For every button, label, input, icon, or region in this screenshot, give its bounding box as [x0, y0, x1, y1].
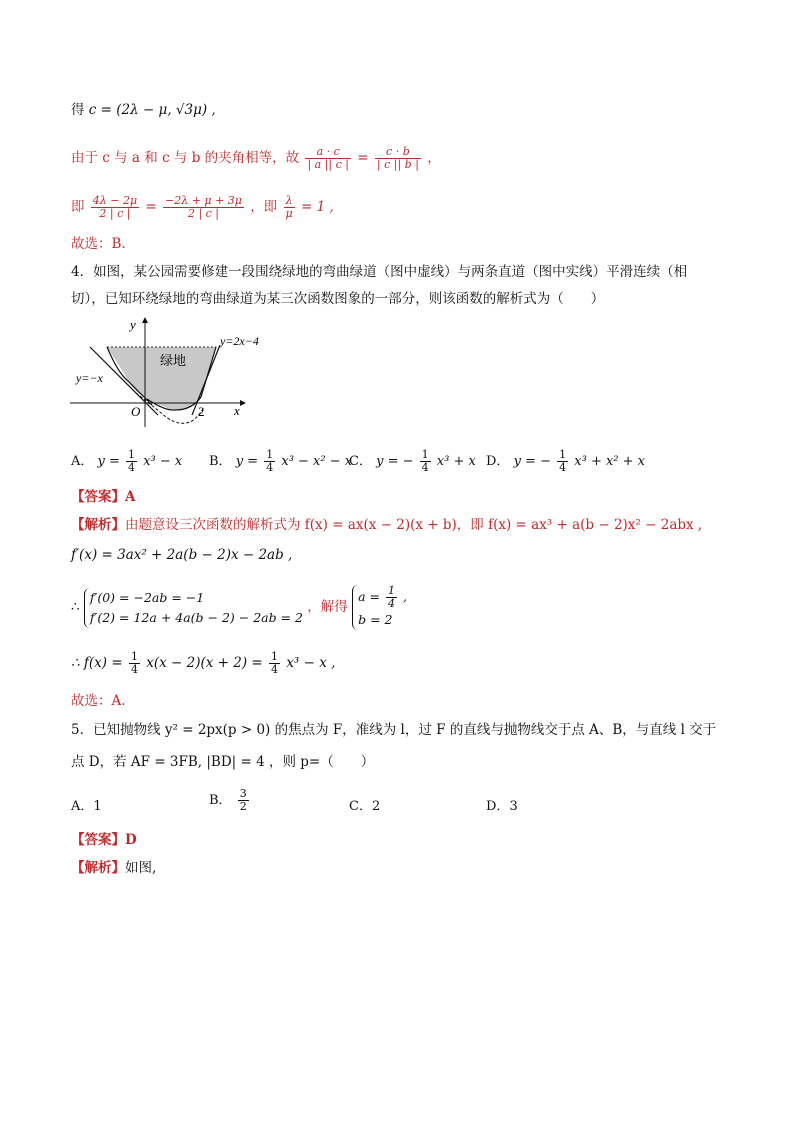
result-text: = 1 , — [300, 199, 334, 215]
solve-text: ，解得 — [307, 599, 348, 615]
question-4-figure — [70, 315, 260, 427]
option-label: B． — [209, 454, 232, 469]
answer-value: A — [125, 489, 136, 505]
q5-option-a[interactable] — [71, 795, 102, 814]
q4-analysis-line-1 — [71, 515, 702, 535]
row-fraction — [386, 585, 397, 610]
q5-option-d[interactable] — [486, 795, 518, 814]
fraction-numerator: 1 — [421, 448, 429, 461]
analysis-tag: 【解析】 — [71, 517, 125, 533]
fraction-denominator: 4 — [130, 663, 138, 676]
system-row-2: b = 2 — [358, 612, 393, 627]
fraction-denominator: μ — [285, 207, 293, 220]
line-right-label: y=2x−4 — [220, 334, 259, 348]
solution-line-3 — [71, 195, 334, 220]
connector-text: ，即 — [250, 199, 278, 215]
solution-line-2 — [71, 146, 441, 171]
q4-option-d[interactable] — [486, 449, 645, 474]
q4-analysis-system-line — [71, 585, 407, 630]
option-label: A． — [71, 799, 94, 814]
y-axis-arrow-icon — [142, 317, 148, 323]
x-axis-arrow-icon — [240, 400, 246, 406]
fraction-numerator: 1 — [387, 584, 395, 597]
therefore-symbol: ∴ — [71, 599, 80, 615]
line-prefix: 即 — [71, 199, 85, 215]
q4-analysis-line-2: f′(x) = 3ax² + 2a(b − 2)x − 2ab , — [71, 547, 293, 563]
option-fraction — [126, 449, 137, 474]
tick-label-2: 2 — [198, 404, 205, 419]
angle-equal-text: 由于 c 与 a 和 c 与 b 的夹角相等，故 — [71, 150, 300, 166]
fraction-denominator: 4 — [271, 663, 279, 676]
green-area-label: 绿地 — [160, 354, 187, 369]
system-row-1 — [358, 585, 407, 610]
fraction-denominator: 2 | c | — [187, 207, 220, 220]
fraction-numerator: 1 — [130, 650, 138, 663]
option-label: D． — [486, 454, 510, 469]
question-5-text-2: 点 D，若 AF = 3FB, |BD| = 4 ，则 p=（ ） — [71, 754, 375, 770]
fraction-denominator: | a || c | — [307, 158, 349, 171]
conclusion-fraction-2 — [269, 651, 280, 676]
fraction-numerator: a · c — [305, 146, 351, 159]
equation-system-2 — [352, 585, 407, 630]
question-4-text-2: 切），已知环绕绿地的弯曲绿道为某三次函数图象的一部分，则该函数的解析式为（ ） — [71, 291, 605, 307]
option-label: C． — [349, 454, 372, 469]
fraction-denominator: 4 — [128, 461, 136, 474]
option-pre: y = — [235, 454, 259, 469]
q5-analysis-line-1 — [71, 858, 156, 878]
x-axis-label: x — [234, 403, 240, 418]
option-label: B． — [209, 793, 232, 808]
option-pre: y = − — [376, 454, 414, 469]
option-post: x³ − x — [143, 454, 183, 469]
equation-system-1 — [84, 588, 303, 628]
option-fraction — [264, 449, 275, 474]
fraction-numerator: −2λ + μ + 3μ — [165, 194, 242, 207]
option-label: C． — [349, 799, 372, 814]
fraction-numerator: 4λ − 2μ — [92, 194, 138, 207]
fraction-numerator: 1 — [271, 650, 279, 663]
fraction-numerator: c · b — [375, 146, 421, 159]
equals-sign: = — [145, 199, 157, 215]
conclusion-fraction-1 — [129, 651, 140, 676]
fraction-numerator: 1 — [266, 448, 274, 461]
fraction-denominator: 4 — [421, 461, 429, 474]
fraction-denominator: 4 — [266, 461, 274, 474]
fraction-numerator: λ — [284, 195, 295, 208]
option-pre: y = — [97, 454, 120, 469]
option-pre: y = − — [513, 454, 551, 469]
option-fraction — [420, 449, 431, 474]
analysis-text: 由题意设三次函数的解析式为 f(x) = ax(x − 2)(x + b)，即 f(x) = ax³ + a(b − 2)x² − 2abx , — [125, 517, 703, 533]
fraction-denominator: 4 — [387, 597, 395, 610]
choice-line: 故选：B. — [71, 236, 126, 252]
question-4-text-1: 4．如图，某公园需要修建一段围绕绿地的弯曲绿道（图中虚线）与两条直道（图中实线）平滑连续（相 — [71, 264, 688, 280]
analysis-tag: 【解析】 — [71, 860, 125, 876]
vector-c-expression: c = (2λ − μ, √3μ) , — [88, 102, 216, 118]
option-label: A． — [71, 454, 94, 469]
conclusion-post: x³ − x , — [286, 655, 336, 671]
origin-label: O — [131, 404, 141, 419]
fraction-numerator: 3 — [239, 787, 247, 800]
option-post: x³ + x — [436, 454, 476, 469]
q4-option-a[interactable] — [71, 449, 182, 474]
option-fraction — [557, 449, 568, 474]
fraction-left — [91, 195, 139, 220]
q4-answer-line — [71, 487, 135, 507]
option-post: x³ − x² − x — [281, 454, 353, 469]
row-post: , — [402, 589, 407, 604]
option-value: 3 — [509, 799, 518, 814]
solution-line-1 — [71, 100, 216, 120]
fraction-denominator: 2 | c | — [99, 207, 131, 220]
q5-option-c[interactable] — [349, 795, 380, 814]
system-row-2: f′(2) = 12a + 4a(b − 2) − 2ab = 2 — [89, 609, 303, 625]
question-5-text-1: 5．已知抛物线 y² = 2px(p > 0) 的焦点为 F，准线为 l，过 F 的直线与抛物线交于点 A、B，与直线 l 交于 — [71, 722, 717, 738]
q4-conclusion-line — [71, 651, 335, 676]
y-axis-label: y — [130, 317, 136, 332]
q5-option-b[interactable] — [209, 788, 251, 813]
analysis-text: 如图, — [125, 860, 157, 876]
fraction-denominator: | c || b | — [376, 158, 419, 171]
option-value: 2 — [371, 799, 381, 814]
conclusion-mid: x(x − 2)(x + 2) = — [146, 655, 263, 671]
fraction-denominator: 4 — [559, 461, 567, 474]
fraction-numerator: 1 — [128, 448, 136, 461]
line-left-label: y=−x — [76, 371, 103, 385]
answer-value: D — [125, 832, 137, 848]
fraction-denominator: 2 — [239, 800, 247, 813]
option-fraction — [238, 788, 249, 813]
fraction-cb — [375, 146, 421, 171]
system-row-1: f′(0) = −2ab = −1 — [89, 589, 205, 605]
q5-answer-line — [71, 830, 137, 850]
row-pre: a = — [358, 589, 380, 604]
option-label: D． — [486, 799, 510, 814]
q4-choice-line: 故选：A. — [71, 693, 126, 709]
fraction-numerator: 1 — [559, 448, 567, 461]
equals-sign: = — [357, 150, 369, 166]
answer-tag: 【答案】 — [71, 489, 125, 505]
option-post: x³ + x² + x — [574, 454, 645, 469]
conclusion-pre: ∴ f(x) = — [71, 655, 123, 671]
option-value: 1 — [93, 799, 102, 814]
q4-option-b[interactable] — [209, 449, 352, 474]
q4-option-c[interactable] — [349, 449, 476, 474]
punctuation: ， — [427, 150, 441, 166]
answer-tag: 【答案】 — [71, 832, 125, 848]
fraction-lambda-mu — [284, 195, 295, 220]
line-prefix: 得 — [71, 102, 85, 118]
fraction-right — [163, 195, 244, 220]
fraction-ac — [305, 146, 351, 171]
